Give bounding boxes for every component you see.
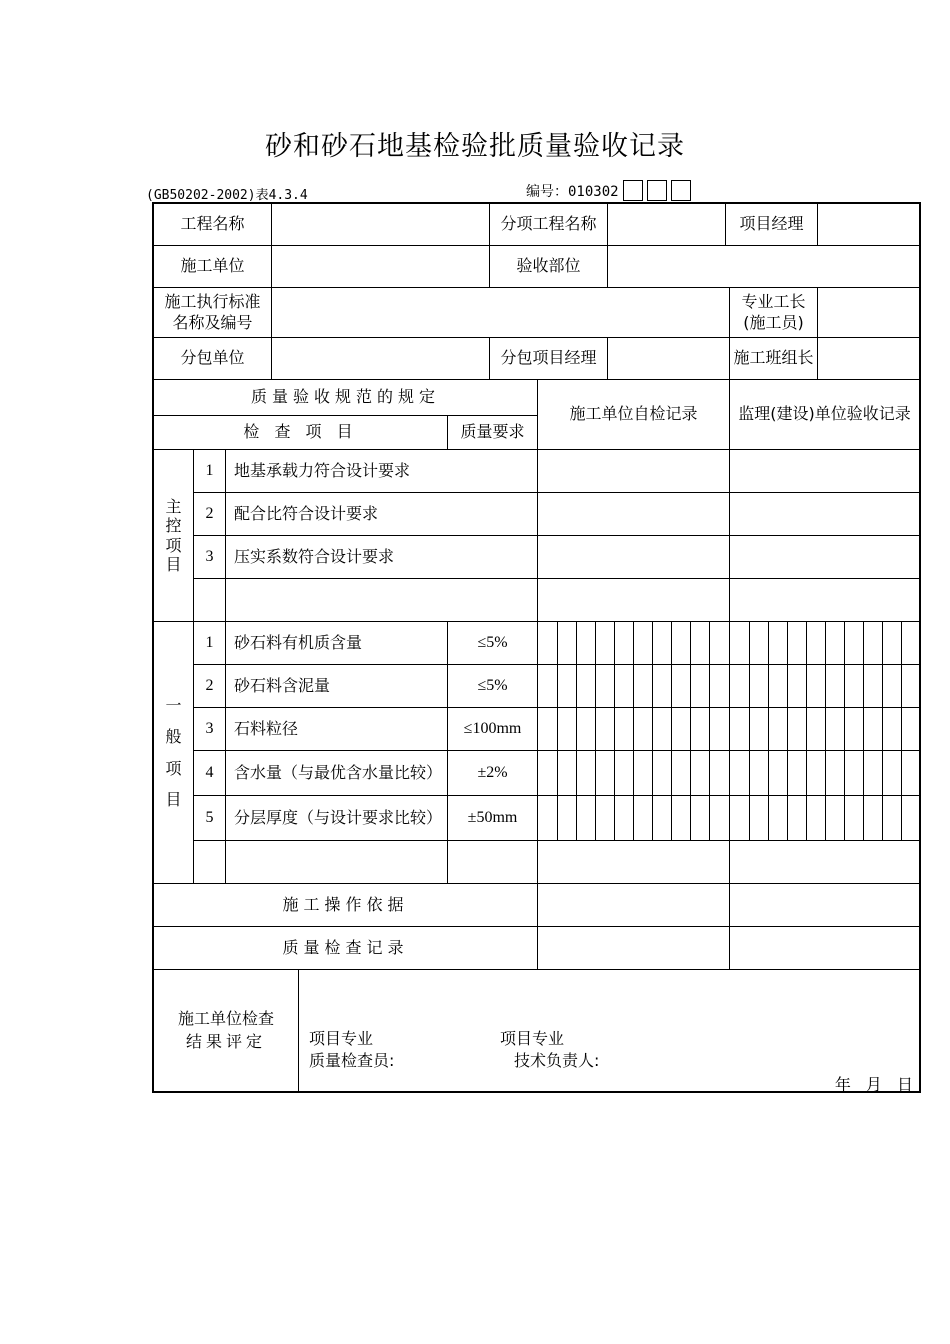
row-number: 5 — [194, 796, 226, 841]
general-item-text: 分层厚度（与设计要求比较） — [226, 796, 448, 841]
inspection-record-label: 质量检查记录 — [154, 927, 538, 970]
record-self-check[interactable] — [538, 927, 730, 970]
field-project-manager[interactable] — [818, 204, 919, 246]
serial-label: 编号：010302 — [526, 183, 619, 200]
standard-code: (GB50202-2002)表4.3.4 — [146, 188, 308, 203]
label-foreman — [730, 288, 818, 338]
grid-line — [557, 622, 558, 841]
row-number: 1 — [194, 622, 226, 665]
grid-line — [633, 622, 634, 841]
row-number: 2 — [194, 665, 226, 708]
self-check-cell[interactable] — [538, 751, 730, 796]
main-items-label: 主 控 项 目 — [154, 450, 194, 622]
field-project-name[interactable] — [272, 204, 490, 246]
label-team-leader: 施工班组长 — [730, 338, 818, 380]
general-item-text: 石料粒径 — [226, 708, 448, 751]
label-project-name: 工程名称 — [154, 204, 272, 246]
row-number — [194, 579, 226, 622]
supervision-header: 监理(建设)单位验收记录 — [730, 380, 919, 450]
tech-lead-signature: 项目专业 技术负责人: — [500, 1029, 600, 1071]
general-item-text: 砂石料含泥量 — [226, 665, 448, 708]
grid-line — [806, 622, 807, 841]
label-acceptance-part: 验收部位 — [490, 246, 608, 288]
evaluation-date: 年 月 日 — [834, 1075, 913, 1094]
grid-line — [844, 622, 845, 841]
grid-line — [901, 622, 902, 841]
grid-line — [652, 622, 653, 841]
general-items-label: 一 般 项 目 — [154, 622, 194, 884]
quality-requirement — [448, 841, 538, 884]
main-item-text: 配合比符合设计要求 — [226, 493, 538, 536]
field-subcontractor[interactable] — [272, 338, 490, 380]
spec-title: 质量验收规范的规定 — [154, 380, 538, 416]
self-check-cell[interactable] — [538, 796, 730, 841]
label-sub-manager: 分包项目经理 — [490, 338, 608, 380]
quality-requirement: ±2% — [448, 751, 538, 796]
inspection-form — [152, 202, 921, 1093]
supervision-cell[interactable] — [730, 493, 919, 536]
self-check-cell[interactable] — [538, 536, 730, 579]
label-foreman-line1: 专业工长 — [741, 291, 806, 311]
grid-line — [787, 622, 788, 841]
label-standard-line2: 名称及编号 — [172, 312, 253, 332]
self-check-cell[interactable] — [538, 493, 730, 536]
grid-line — [614, 622, 615, 841]
row-number: 1 — [194, 450, 226, 493]
grid-line — [576, 622, 577, 841]
grid-line — [768, 622, 769, 841]
serial-box[interactable] — [671, 180, 691, 201]
quality-requirement: ≤5% — [448, 622, 538, 665]
grid-line — [671, 622, 672, 841]
grid-line — [749, 622, 750, 841]
serial-box[interactable] — [623, 180, 643, 201]
basis-self-check[interactable] — [538, 884, 730, 927]
label-standard-name — [154, 288, 272, 338]
row-number: 2 — [194, 493, 226, 536]
main-item-text — [226, 579, 538, 622]
basis-label: 施工操作依据 — [154, 884, 538, 927]
field-team-leader[interactable] — [818, 338, 919, 380]
serial-number — [526, 180, 691, 201]
label-subcontractor: 分包单位 — [154, 338, 272, 380]
check-items-header: 检 查 项 目 — [154, 416, 448, 450]
page-title: 砂和砂石地基检验批质量验收记录 — [265, 131, 685, 162]
supervision-cell[interactable] — [730, 450, 919, 493]
field-acceptance-part[interactable] — [608, 246, 919, 288]
grid-line — [595, 622, 596, 841]
main-item-text: 压实系数符合设计要求 — [226, 536, 538, 579]
serial-box[interactable] — [647, 180, 667, 201]
row-number: 3 — [194, 536, 226, 579]
quality-requirement: ≤5% — [448, 665, 538, 708]
self-check-cell[interactable] — [538, 708, 730, 751]
self-check-cell[interactable] — [538, 665, 730, 708]
label-construction-unit: 施工单位 — [154, 246, 272, 288]
grid-line — [709, 622, 710, 841]
label-project-manager: 项目经理 — [726, 204, 818, 246]
self-check-cell[interactable] — [538, 579, 730, 622]
supervision-cell[interactable] — [730, 841, 919, 884]
grid-line — [690, 622, 691, 841]
grid-line — [863, 622, 864, 841]
row-number: 3 — [194, 708, 226, 751]
quality-requirement: ±50mm — [448, 796, 538, 841]
self-check-cell[interactable] — [538, 622, 730, 665]
label-foreman-line2: (施工员) — [743, 312, 804, 332]
self-check-cell[interactable] — [538, 450, 730, 493]
supervision-cell[interactable] — [730, 579, 919, 622]
inspector-signature: 项目专业 质量检查员: — [309, 1029, 395, 1071]
label-standard-line1: 施工执行标准 — [164, 291, 261, 311]
row-number: 4 — [194, 751, 226, 796]
supervision-cell[interactable] — [730, 536, 919, 579]
general-item-text — [226, 841, 448, 884]
field-construction-unit[interactable] — [272, 246, 490, 288]
row-number — [194, 841, 226, 884]
general-item-text: 砂石料有机质含量 — [226, 622, 448, 665]
field-sub-project[interactable] — [608, 204, 726, 246]
general-item-text: 含水量（与最优含水量比较） — [226, 751, 448, 796]
basis-supervision[interactable] — [730, 884, 919, 927]
field-standard-name[interactable] — [272, 288, 730, 338]
evaluation-label: 施工单位检查 结果评定 — [154, 970, 299, 1091]
record-supervision[interactable] — [730, 927, 919, 970]
main-item-text: 地基承载力符合设计要求 — [226, 450, 538, 493]
quality-req-header: 质量要求 — [448, 416, 538, 450]
quality-requirement: ≤100mm — [448, 708, 538, 751]
grid-line — [825, 622, 826, 841]
label-sub-project: 分项工程名称 — [490, 204, 608, 246]
grid-line — [882, 622, 883, 841]
self-check-cell[interactable] — [538, 841, 730, 884]
self-check-header: 施工单位自检记录 — [538, 380, 730, 450]
field-foreman[interactable] — [818, 288, 919, 338]
field-sub-manager[interactable] — [608, 338, 730, 380]
